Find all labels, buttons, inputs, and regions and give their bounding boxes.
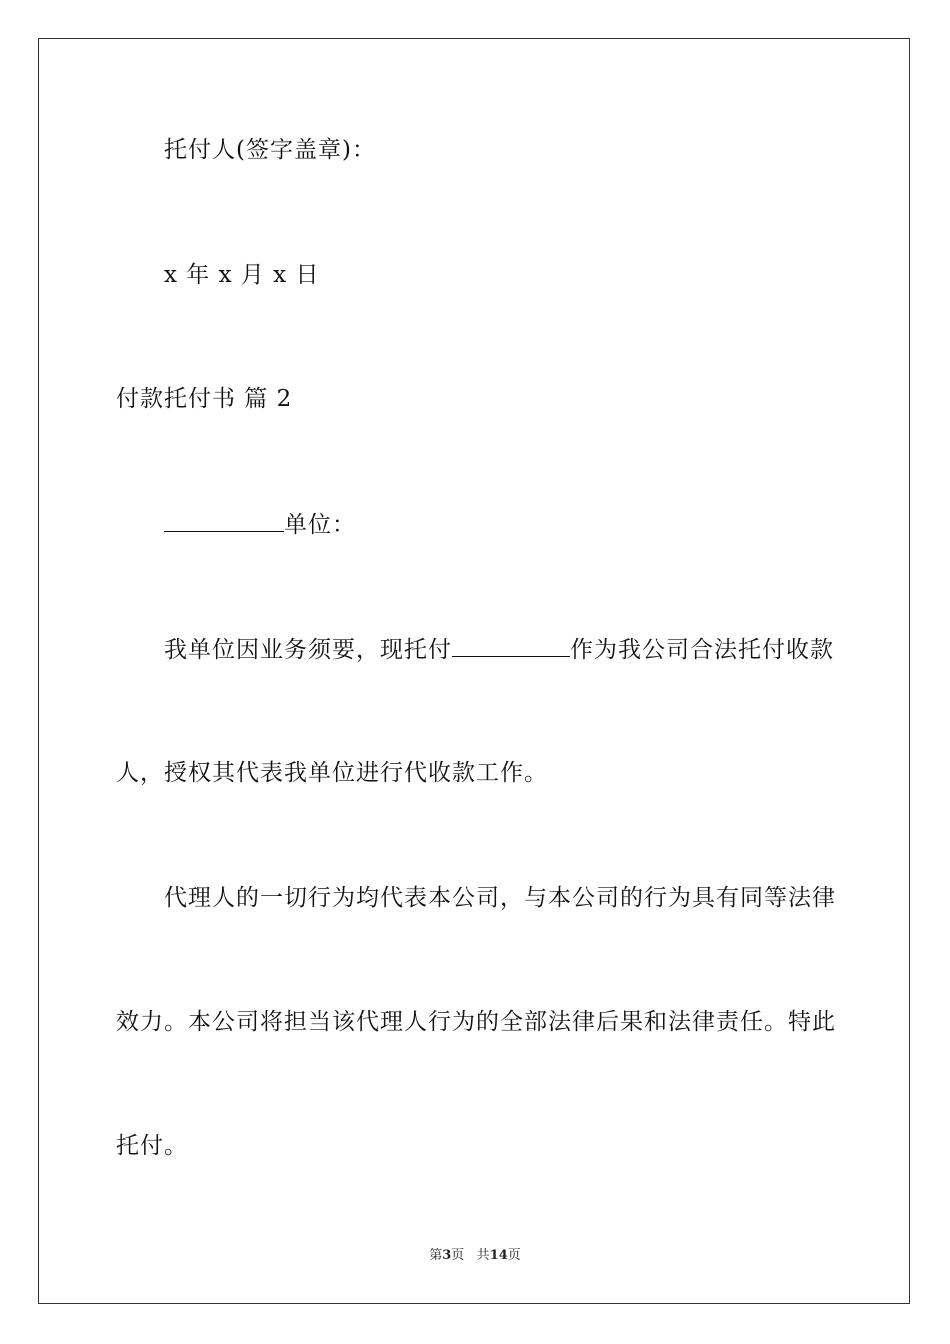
page-footer — [0, 1247, 950, 1265]
footer-total-pages: 14 — [489, 1248, 508, 1263]
paragraph-1-line-2: 人，授权其代表我单位进行代收款工作。 — [116, 760, 548, 786]
unit-label: 单位： — [284, 512, 356, 538]
para1-end: 作为我公司合法托付收款 — [570, 637, 834, 663]
signature-line: 托付人(签字盖章)： — [164, 137, 376, 163]
section-heading: 付款托付书 篇 2 — [116, 386, 293, 412]
unit-line — [164, 509, 356, 540]
footer-page-suffix: 页 — [451, 1248, 465, 1263]
date-line: x 年 x 月 x 日 — [164, 262, 320, 288]
unit-blank — [164, 509, 284, 532]
para1-start: 我单位因业务须要，现托付 — [164, 637, 452, 663]
paragraph-1-line-1 — [164, 634, 834, 665]
footer-page-prefix: 第 — [429, 1248, 443, 1263]
page-border — [38, 38, 910, 1304]
paragraph-2-line-3: 托付。 — [116, 1133, 188, 1159]
paragraph-2-line-2: 效力。本公司将担当该代理人行为的全部法律后果和法律责任。特此 — [116, 1009, 836, 1035]
footer-page-number: 3 — [442, 1248, 452, 1263]
paragraph-2-line-1: 代理人的一切行为均代表本公司，与本公司的行为具有同等法律 — [164, 885, 836, 911]
footer-total-suffix: 页 — [507, 1248, 521, 1263]
agent-name-blank — [452, 634, 570, 657]
footer-total-prefix: 共 — [476, 1248, 490, 1263]
